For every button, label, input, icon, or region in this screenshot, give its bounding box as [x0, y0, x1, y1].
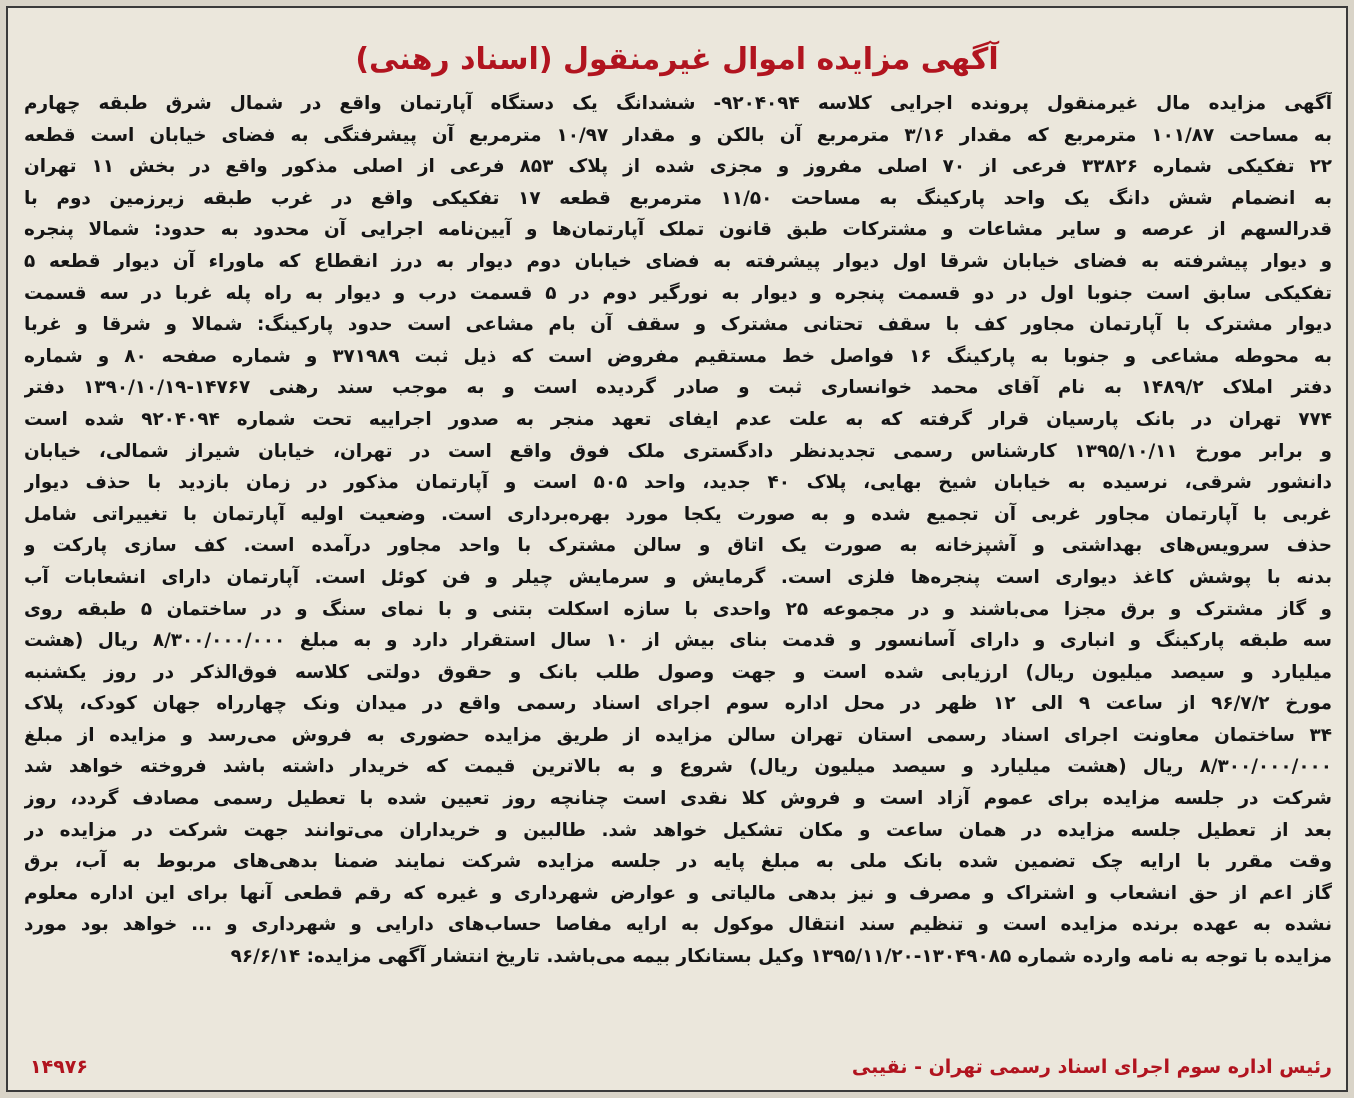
notice-line: شرکت در جلسه مزایده برای عموم آزاد است و فروش کلا نقدی است چنانچه روز تعیین شده با تعطیل رسمی مصادف گردد، روز: [24, 788, 1332, 810]
notice-line: وقت مقرر با ارایه چک تضمین شده بانک ملی به مبلغ پایه در جلسه مزایده شرکت نمایند ضمنا بدهی‌های مربوط به آب، برق: [24, 851, 1332, 873]
notice-body: [24, 88, 1332, 973]
ad-code: ۱۴۹۷۶: [30, 1056, 88, 1078]
notice-line: مورخ ۹۶/۷/۲ از ساعت ۹ الی ۱۲ ظهر در محل اداره سوم اجرای اسناد رسمی واقع در میدان ونک چهارراه جهان کودک، پلاک: [24, 693, 1332, 715]
notice-line: ۷۷۴ تهران در بانک پارسیان قرار گرفته که به علت عدم ایفای تعهد منجر به صدور اجراییه تحت شماره ۹۲۰۴۰۹۴ شده است: [24, 408, 1332, 430]
notice-line: ۸/۳۰۰/۰۰۰/۰۰۰ ریال (هشت میلیارد و سیصد میلیون ریال) شروع و به بالاترین قیمت که خریدار داشته باشد فروخته خواهد شد: [24, 756, 1332, 778]
notice-line: دیوار مشترک با آپارتمان مجاور کف با سقف تحتانی مشترک و سقف آن بام مشاعی است حدود پارکینگ: شمالا و شرقا و غربا: [24, 314, 1332, 336]
notice-line: تفکیکی سابق است جنوبا اول در دو قسمت پنجره و دیوار به نورگیر دوم در ۵ قسمت درب و دیوار به راه پله غربا در سه قسمت: [24, 282, 1332, 304]
notice-line: و برابر مورخ ۱۳۹۵/۱۰/۱۱ کارشناس رسمی تجدیدنظر دادگستری ملک فوق واقع است در تهران، خیابان شیراز شمالی، خیابان: [24, 440, 1332, 462]
notice-line: مزایده با توجه به نامه وارده شماره ۱۳۰۴۹۰۸۵-۱۳۹۵/۱۱/۲۰ وکیل بستانکار بیمه می‌باشد. تاریخ انتشار آگهی مزایده: ۹۶/۶/۱۴: [230, 946, 1332, 968]
notice-line: نشده به عهده برنده مزایده است و تنظیم سند انتقال موکول به ارایه مفاصا حساب‌های دارایی و شهرداری و ... خواهد بود مورد: [24, 914, 1332, 936]
notice-line: قدرالسهم از عرصه و سایر مشاعات و مشترکات طبق قانون تملک آپارتمان‌ها و آیین‌نامه اجرایی آن محدود به حدود: شمالا پنجره: [24, 219, 1332, 241]
notice-line: به محوطه مشاعی و جنوبا به پارکینگ ۱۶ فواصل خط مستقیم مفروض است که ذیل ثبت ۳۷۱۹۸۹ و شماره صفحه ۸۰ و شماره: [24, 345, 1332, 367]
notice-line: دفتر املاک ۱۴۸۹/۲ به نام آقای محمد خوانساری ثبت و صادر گردیده است و به موجب سند رهنی ۱۴۷۶۷-۱۳۹۰/۱۰/۱۹ دفتر: [24, 377, 1332, 399]
notice-line: و گاز مشترک و برق مجزا می‌باشند و در مجموعه ۲۵ واحدی با سازه اسکلت بتنی و با نمای سنگ و در ساختمان ۵ طبقه روی: [24, 598, 1332, 620]
notice-line: به مساحت ۱۰۱/۸۷ مترمربع که مقدار ۳/۱۶ مترمربع آن بالکن و مقدار ۱۰/۹۷ مترمربع آن پیشرفتگی به فضای خیابان است قطعه: [24, 124, 1332, 146]
notice-line: آگهی مزایده مال غیرمنقول پرونده اجرایی کلاسه ۹۲۰۴۰۹۴- ششدانگ یک دستگاه آپارتمان واقع در شمال شرق طبقه چهارم: [24, 93, 1332, 114]
notice-title: آگهی مزایده اموال غیرمنقول (اسناد رهنی): [355, 42, 999, 77]
notice-line: بعد از تعطیل جلسه مزایده در همان ساعت و مکان تشکیل خواهد شد. طالبین و خریداران می‌توانند جهت شرکت در مزایده در: [24, 819, 1332, 841]
notice-page: [6, 6, 1348, 1092]
notice-line: و دیوار پیشرفته به فضای خیابان شرقا اول دیوار پیشرفته به فضای خیابان دوم دیوار به درز انقطاع که ماوراء آن دیوار قطعه ۵: [24, 250, 1332, 272]
notice-line: غربی با آپارتمان مجاور غربی آن تجمیع شده و به صورت یکجا مورد بهره‌برداری است. وضعیت اولیه آپارتمان با تغییراتی شامل: [24, 503, 1332, 525]
notice-line: دانشور شرقی، نرسیده به خیابان شیخ بهایی، پلاک ۴۰ جدید، واحد ۵۰۵ است و آپارتمان مذکور در زمان بازدید با حذف دیوار: [24, 472, 1332, 494]
notice-line: به انضمام شش دانگ یک واحد پارکینگ به مساحت ۱۱/۵۰ مترمربع قطعه ۱۷ تفکیکی واقع در غرب طبقه زیرزمین دوم با: [24, 187, 1332, 209]
signature: رئیس اداره سوم اجرای اسناد رسمی تهران - نقیبی: [851, 1056, 1332, 1078]
notice-line: حذف سرویس‌های بهداشتی و آشپزخانه به صورت یک اتاق و سالن مشترک با واحد مجاور درآمده است. کف سازی پارکت و: [24, 535, 1332, 557]
notice-line: ۲۲ تفکیکی شماره ۳۳۸۲۶ فرعی از ۷۰ اصلی مفروز و مجزی شده از پلاک ۸۵۳ فرعی از اصلی مذکور واقع در بخش ۱۱ تهران: [24, 156, 1332, 178]
notice-line: بدنه با پوشش کاغذ دیواری است پنجره‌ها فلزی است. گرمایش و سرمایش چیلر و فن کوئل است. آپارتمان دارای انشعابات آب: [24, 566, 1332, 588]
notice-line: میلیارد و سیصد میلیون ریال) ارزیابی شده است و جهت وصول طلب بانک و حقوق دولتی کلاسه فوق‌الذکر در روز یکشنبه: [24, 661, 1332, 683]
notice-line: ۳۴ ساختمان معاونت اجرای اسناد رسمی استان تهران سالن مزایده از طریق مزایده حضوری به فروش می‌رسد و مزایده از مبلغ: [24, 724, 1332, 746]
notice-footer: [24, 1052, 1332, 1082]
notice-line: گاز اعم از حق انشعاب و اشتراک و مصرف و نیز بدهی مالیاتی و عوارض شهرداری و غیره که رقم قطعی آنها برای این اداره معلوم: [24, 882, 1332, 904]
notice-line: سه طبقه پارکینگ و انباری و دارای آسانسور و قدمت بنای بیش از ۱۰ سال استقرار دارد و به مبلغ ۸/۳۰۰/۰۰۰/۰۰۰ ریال (هشت: [24, 630, 1332, 652]
